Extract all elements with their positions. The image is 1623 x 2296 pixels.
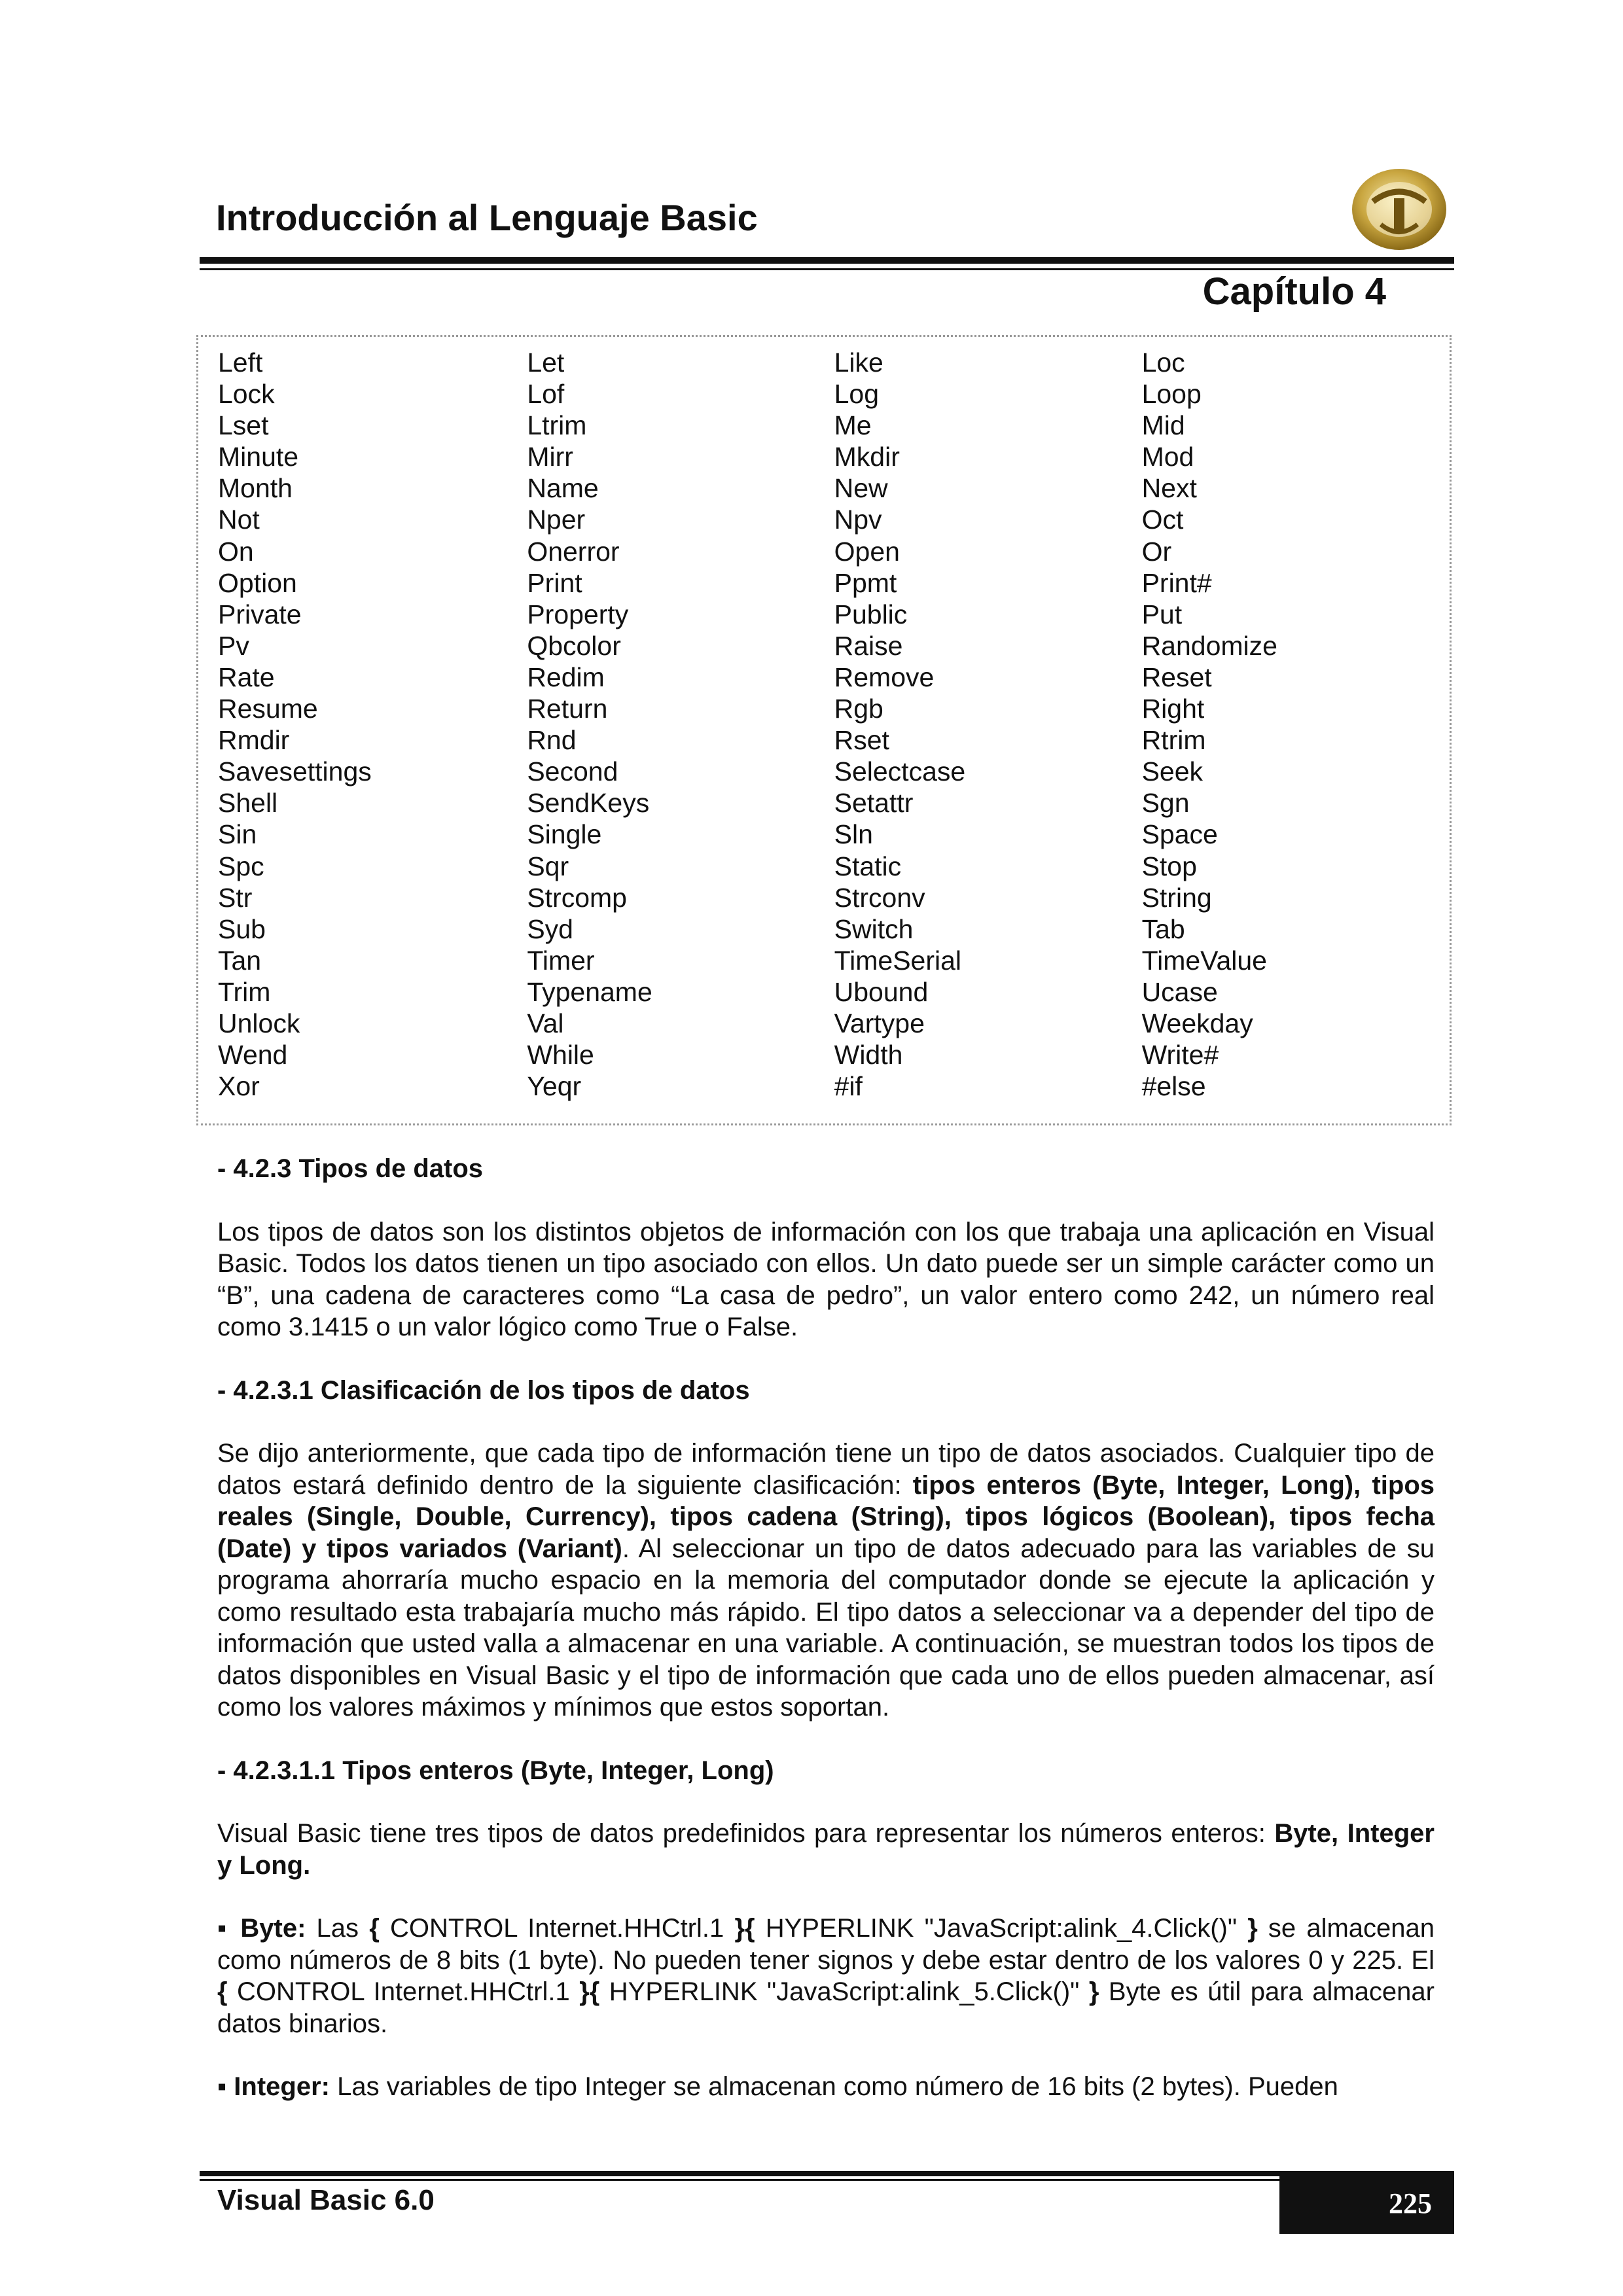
keyword-cell: Mid (1141, 410, 1185, 441)
keyword-cell: Npv (834, 504, 882, 535)
text-run: Las variables de tipo Integer se almacenan como número de 16 bits (2 bytes). Pueden (329, 2072, 1338, 2101)
keyword-cell: Put (1141, 599, 1183, 629)
text-run: Las (306, 1914, 370, 1943)
keyword-cell: Rate (218, 662, 275, 692)
keyword-cell: Setattr (834, 788, 914, 819)
keyword-cell: Strconv (834, 882, 925, 913)
keyword-cell: Typename (527, 976, 652, 1007)
keyword-cell: Open (834, 536, 900, 567)
keyword-cell: Mirr (527, 442, 573, 472)
keyword-cell: Syd (527, 913, 573, 944)
section-heading: - 4.2.3.1.1 Tipos enteros (Byte, Integer, Long) (217, 1756, 774, 1785)
keyword-cell: Right (1141, 694, 1205, 724)
field-brace: { (217, 1977, 228, 2006)
footer-rule-thick (200, 2171, 1454, 2176)
keyword-cell: Pv (218, 630, 249, 661)
keyword-cell: Lof (527, 379, 565, 410)
keyword-cell: TimeSerial (834, 945, 962, 976)
keyword-cell: Mkdir (834, 442, 900, 472)
field-brace: } (1247, 1914, 1258, 1943)
keyword-cell: Log (834, 379, 880, 410)
keyword-cell: Redim (527, 662, 605, 692)
keyword-row (218, 976, 1450, 1008)
hyperlink-field[interactable]: HYPERLINK "JavaScript:alink_4.Click()" (755, 1914, 1248, 1943)
field-code: CONTROL Internet.HHCtrl.1 (379, 1914, 735, 1943)
footer-rule-thin (200, 2179, 1279, 2181)
field-brace: }{ (579, 1977, 600, 2006)
keyword-row (218, 1008, 1450, 1039)
keyword-cell: Strcomp (527, 882, 627, 913)
text-run: Visual Basic tiene tres tipos de datos predefinidos para representar los números enteros: (217, 1819, 1275, 1848)
keyword-cell: String (1141, 882, 1212, 913)
keyword-row (218, 913, 1450, 945)
byte-label: ▪ Byte: (217, 1914, 306, 1943)
keyword-cell: Onerror (527, 536, 620, 567)
keyword-cell: Weekday (1141, 1008, 1253, 1038)
keyword-cell: Timer (527, 945, 595, 976)
keyword-row (218, 472, 1450, 504)
publisher-logo (1347, 162, 1452, 254)
keyword-row (218, 441, 1450, 472)
keyword-cell: Private (218, 599, 302, 629)
keyword-row (218, 787, 1450, 819)
keyword-cell: SendKeys (527, 788, 650, 819)
header-rule-thick (200, 257, 1454, 264)
text-run: Byte es útil para almacenar datos binarios. (217, 1977, 1435, 2038)
byte-paragraph (217, 1913, 1435, 2040)
keyword-cell: Left (218, 347, 263, 378)
keyword-row (218, 662, 1450, 693)
keyword-cell: Nper (527, 504, 586, 535)
page-title: Introducción al Lenguaje Basic (216, 197, 758, 238)
keyword-row (218, 504, 1450, 535)
keyword-cell: Reset (1141, 662, 1212, 692)
keyword-cell: Return (527, 694, 608, 724)
keyword-cell: Rtrim (1141, 725, 1206, 756)
keyword-cell: Loc (1141, 347, 1185, 378)
keyword-cell: Let (527, 347, 565, 378)
keyword-cell: Randomize (1141, 630, 1277, 661)
keyword-row (218, 882, 1450, 913)
keyword-row (218, 819, 1450, 850)
keyword-cell: Rnd (527, 725, 577, 756)
keyword-cell: Second (527, 756, 618, 787)
keyword-cell: Val (527, 1008, 564, 1038)
keyword-row (218, 851, 1450, 882)
keyword-cell: Public (834, 599, 908, 629)
bold-text-run: Byte, Integer y Long. (217, 1819, 1435, 1880)
keyword-row (218, 1039, 1450, 1070)
keyword-cell: Remove (834, 662, 935, 692)
keyword-cell: Tan (218, 945, 262, 976)
field-brace: }{ (734, 1914, 755, 1943)
keyword-cell: New (834, 473, 888, 504)
keyword-cell: Vartype (834, 1008, 925, 1038)
keyword-cell: Space (1141, 819, 1218, 850)
paragraph (217, 1818, 1435, 1881)
keyword-cell: Minute (218, 442, 299, 472)
hyperlink-field[interactable]: HYPERLINK "JavaScript:alink_5.Click()" (599, 1977, 1089, 2006)
keyword-cell: TimeValue (1141, 945, 1267, 976)
keyword-cell: Ubound (834, 976, 929, 1007)
keyword-cell: Mod (1141, 442, 1194, 472)
keyword-row (218, 1070, 1450, 1102)
keyword-cell: Sub (218, 913, 266, 944)
field-brace: } (1088, 1977, 1099, 2006)
keyword-cell: Xor (218, 1071, 260, 1102)
keyword-row (218, 567, 1450, 599)
keyword-cell: Trim (218, 976, 271, 1007)
keyword-row (218, 410, 1450, 441)
keyword-cell: Qbcolor (527, 630, 621, 661)
keyword-row (218, 724, 1450, 756)
keyword-cell: On (218, 536, 254, 567)
keyword-cell: Unlock (218, 1008, 300, 1038)
keyword-row (218, 599, 1450, 630)
bold-text-run: tipos enteros (Byte, Integer, Long), tipos reales (Single, Double, Currency), tipos cadena (String), tipos lógicos (Boolean), tipos fecha (Date) y tipos variados (Variant) (217, 1470, 1435, 1563)
keyword-table (218, 347, 1450, 1102)
text-run: Se dijo anteriormente, que cada tipo de información tiene un tipo de datos asociados. Cualquier tipo de datos estará definido dentro de la siguiente clasificación: (217, 1439, 1435, 1500)
keyword-cell: Selectcase (834, 756, 966, 787)
keyword-cell: Loop (1141, 379, 1202, 410)
keyword-row (218, 945, 1450, 976)
keyword-cell: Next (1141, 473, 1197, 504)
paragraph: Los tipos de datos son los distintos objetos de información con los que trabaja una aplicación en Visual Basic. Todos los datos tienen un tipo asociado con ellos. Un dato puede ser un simple carácter como un “B”, una cadena de caracteres como “La casa de pedro”, un valor entero como 242, un número real como 3.1415 o un valor lógico como True o False. (217, 1217, 1435, 1341)
keyword-cell: Sln (834, 819, 873, 850)
keyword-cell: Seek (1141, 756, 1204, 787)
keyword-cell: Ppmt (834, 567, 897, 598)
keyword-cell: Ucase (1141, 976, 1218, 1007)
page-number: 225 (1279, 2176, 1454, 2234)
keyword-cell: Width (834, 1040, 903, 1070)
keyword-cell: Static (834, 851, 902, 881)
keyword-row (218, 693, 1450, 724)
section-heading: - 4.2.3 Tipos de datos (217, 1154, 484, 1183)
keyword-cell: Option (218, 567, 297, 598)
keyword-cell: Shell (218, 788, 278, 819)
keyword-row (218, 536, 1450, 567)
keyword-cell: Stop (1141, 851, 1197, 881)
keyword-cell: Lock (218, 379, 275, 410)
paragraph (217, 1438, 1435, 1723)
keyword-cell: Resume (218, 694, 318, 724)
keyword-cell: Property (527, 599, 629, 629)
keyword-cell: Rset (834, 725, 889, 756)
keyword-table-box (196, 335, 1452, 1125)
keyword-cell: Single (527, 819, 602, 850)
keyword-cell: Oct (1141, 504, 1184, 535)
keyword-cell: Month (218, 473, 293, 504)
keyword-cell: Print (527, 567, 582, 598)
keyword-cell: Name (527, 473, 599, 504)
keyword-cell: Me (834, 410, 872, 441)
keyword-cell: Ltrim (527, 410, 587, 441)
integer-label: ▪ Integer: (217, 2072, 330, 2101)
keyword-row (218, 347, 1450, 378)
keyword-row (218, 630, 1450, 662)
keyword-cell: Savesettings (218, 756, 372, 787)
keyword-cell: Lset (218, 410, 269, 441)
keyword-cell: Str (218, 882, 253, 913)
chapter-label: Capítulo 4 (1202, 270, 1386, 313)
keyword-cell: Like (834, 347, 883, 378)
keyword-cell: Rgb (834, 694, 883, 724)
keyword-cell: Or (1141, 536, 1172, 567)
keyword-row (218, 756, 1450, 787)
keyword-row (218, 378, 1450, 410)
field-brace: { (369, 1914, 380, 1943)
keyword-cell: Sgn (1141, 788, 1190, 819)
keyword-cell: Switch (834, 913, 914, 944)
keyword-cell: Sqr (527, 851, 569, 881)
keyword-cell: Yeqr (527, 1071, 582, 1102)
keyword-cell: While (527, 1040, 594, 1070)
keyword-cell: Spc (218, 851, 264, 881)
text-run: se almacenan como números de 8 bits (1 byte). No pueden tener signos y debe estar dentro de los valores 0 y 225. El (217, 1914, 1435, 1975)
keyword-cell: Tab (1141, 913, 1185, 944)
keyword-cell: #else (1141, 1071, 1206, 1102)
keyword-cell: Not (218, 504, 260, 535)
body-content (217, 1153, 1435, 2134)
field-code: CONTROL Internet.HHCtrl.1 (227, 1977, 580, 2006)
keyword-cell: Raise (834, 630, 903, 661)
keyword-cell: #if (834, 1071, 863, 1102)
section-heading: - 4.2.3.1 Clasificación de los tipos de datos (217, 1375, 750, 1405)
keyword-cell: Rmdir (218, 725, 290, 756)
footer-title: Visual Basic 6.0 (217, 2184, 435, 2216)
keyword-cell: Write# (1141, 1040, 1219, 1070)
keyword-cell: Print# (1141, 567, 1212, 598)
keyword-cell: Sin (218, 819, 257, 850)
keyword-cell: Wend (218, 1040, 288, 1070)
integer-paragraph (217, 2071, 1435, 2103)
text-run: . Al seleccionar un tipo de datos adecuado para las variables de su programa ahorraría mucho espacio en la memoria del computador donde se ejecute la aplicación y como resultado esta trabajaría mucho más rápido. El tipo datos a seleccionar va a depender del tipo de información que usted valla a almacenar en una variable. A continuación, se muestran todos los tipos de datos disponibles en Visual Basic y el tipo de información que cada uno de ellos pueden almacenar, así como los valores máximos y mínimos que estos soportan. (217, 1534, 1435, 1722)
